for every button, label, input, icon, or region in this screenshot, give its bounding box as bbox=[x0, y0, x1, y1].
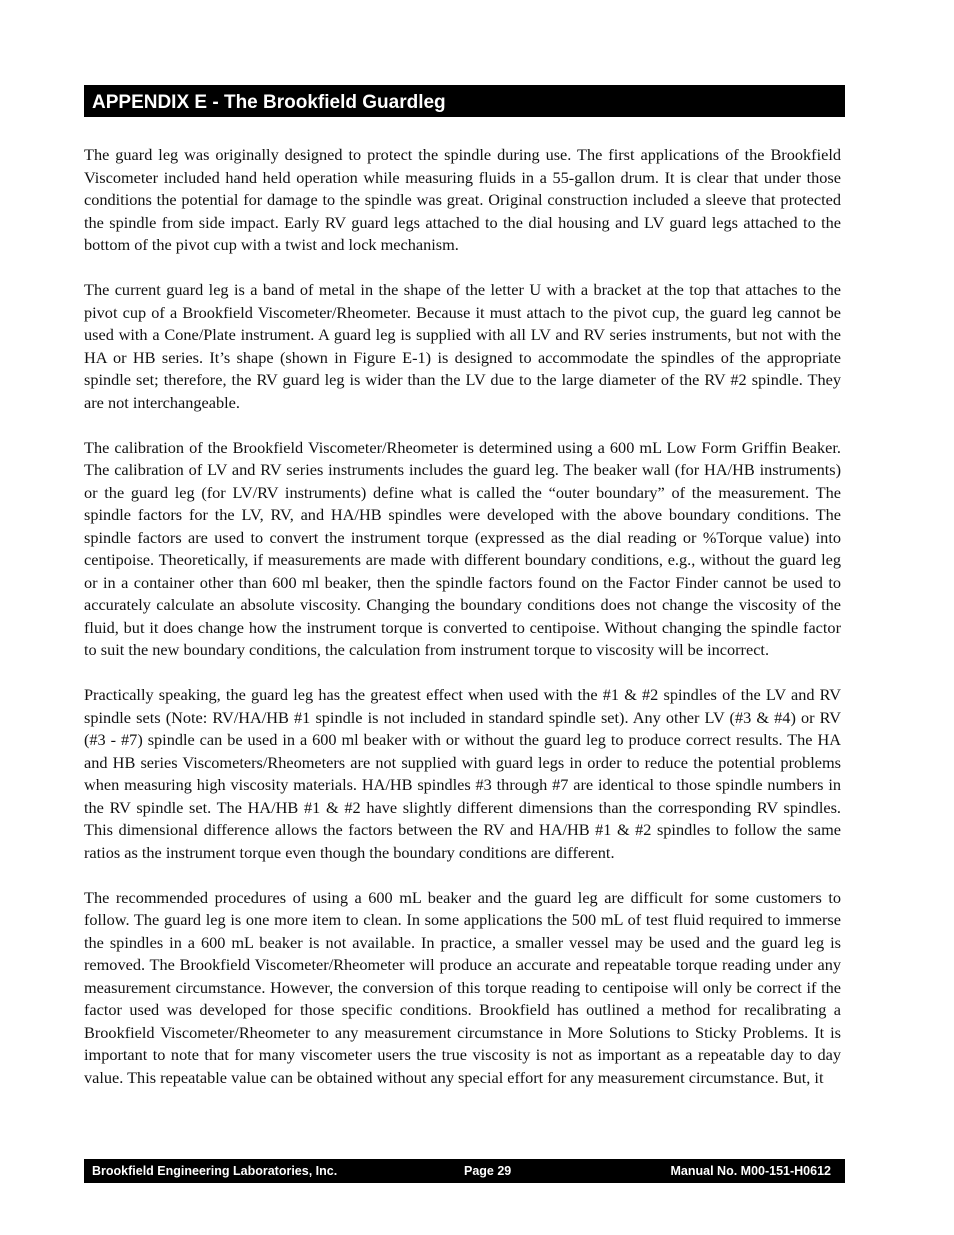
footer-company: Brookfield Engineering Laboratories, Inc. bbox=[92, 1164, 338, 1178]
paragraph-recommended-procedures: The recommended procedures of using a 600 mL beaker and the guard leg are difficult for some customers to follow. The guard leg is one more item to clean. In some applications the 500 mL of test fluid required to immerse the spindles in a 600 mL beaker is not available. In practice, a smaller vessel may be used and the guard leg is removed. The Brookfield Viscometer/Rheometer will produce an accurate and repeatable torque reading under any measurement circumstance. However, the conversion of this torque reading to centipoise will only be correct if the factor used was developed for those specific conditions. Brookfield has outlined a method for recalibrating a Brookfield Viscometer/Rheometer to any measurement circumstance in More Solutions to Sticky Problems. It is important to note that for many viscometer users the true viscosity is not as important as a repeatable day to day value. This repeatable value can be obtained without any special effort for any measurement circumstance. But, it bbox=[84, 887, 841, 1087]
footer-page-number: Page 29 bbox=[464, 1164, 512, 1178]
paragraph-guard-leg-history: The guard leg was originally designed to protect the spindle during use. The first applications of the Brookfield Viscometer included hand held operation while measuring fluids in a 55-gallon drum. It is clear that under those conditions the potential for damage to the spindle was great. Original construction included a sleeve that protected the spindle from side impact. Early RV guard legs attached to the dial housing and LV guard legs attached to the bottom of the pivot cup with a twist and lock mechanism. bbox=[84, 145, 841, 254]
paragraph-calibration: The calibration of the Brookfield Viscometer/Rheometer is determined using a 600 mL Low Form Griffin Beaker. The calibration of LV and RV series instruments includes the guard leg. The beaker wall (for HA/HB instruments) or the guard leg (for LV/RV instruments) define what is called the “outer boundary” of the measurement. The spindle factors for the LV, RV, and HA/HB spindles were developed with the above boundary conditions. The spindle factors are used to convert the instrument torque (expressed as the dial reading or %Torque value) into centipoise. Theoretically, if measurements are made with different boundary conditions, e.g., without the guard leg or in a container other than 600 ml beaker, then the spindle factors found on the Factor Finder cannot be used to accurately calculate an absolute viscosity. Changing the boundary conditions does not change the viscosity of the fluid, but it does change how the instrument torque is converted to centipoise. Without changing the spindle factor to suit the new boundary conditions, the calculation from instrument torque to viscosity will be incorrect. bbox=[84, 437, 841, 659]
footer-manual-number: Manual No. M00-151-H0612 bbox=[670, 1164, 831, 1178]
paragraph-practical-effect: Practically speaking, the guard leg has the greatest effect when used with the #1 & #2 spindles of the LV and RV spindle sets (Note: RV/HA/HB #1 spindle is not included in standard spindle set). Any other LV (#3 & #4) or RV (#3 - #7) spindle can be used in a 600 ml beaker with or without the guard leg to produce correct results. The HA and HB series Viscometers/Rheometers are not supplied with guard legs in order to reduce the potential problems when measuring high viscosity materials. HA/HB spindles #3 through #7 are identical to those spindle numbers in the RV spindle set. The HA/HB #1 & #2 have slightly different dimensions than the corresponding RV spindles. This dimensional difference allows the factors between the RV and HA/HB #1 & #2 spindles to follow the same ratios as the instrument torque even though the boundary conditions are different. bbox=[84, 685, 841, 862]
paragraph-current-guard-leg: The current guard leg is a band of metal in the shape of the letter U with a bracket at the top that attaches to the pivot cup of a Brookfield Viscometer/Rheometer. Because it must attach to the pivot cup, the guard leg cannot be used with a Cone/Plate instrument. A guard leg is supplied with all LV and RV series instruments, but not with the HA or HB series. It’s shape (shown in Figure E-1) is designed to accommodate the spindles of the appropriate spindle set; therefore, the RV guard leg is wider than the LV due to the large diameter of the RV #2 spindle. They are not interchangeable. bbox=[84, 280, 841, 412]
page-footer bbox=[84, 1159, 845, 1183]
appendix-header-bar bbox=[84, 85, 845, 117]
body-text bbox=[84, 144, 841, 1089]
appendix-title: APPENDIX E - The Brookfield Guardleg bbox=[92, 91, 446, 113]
